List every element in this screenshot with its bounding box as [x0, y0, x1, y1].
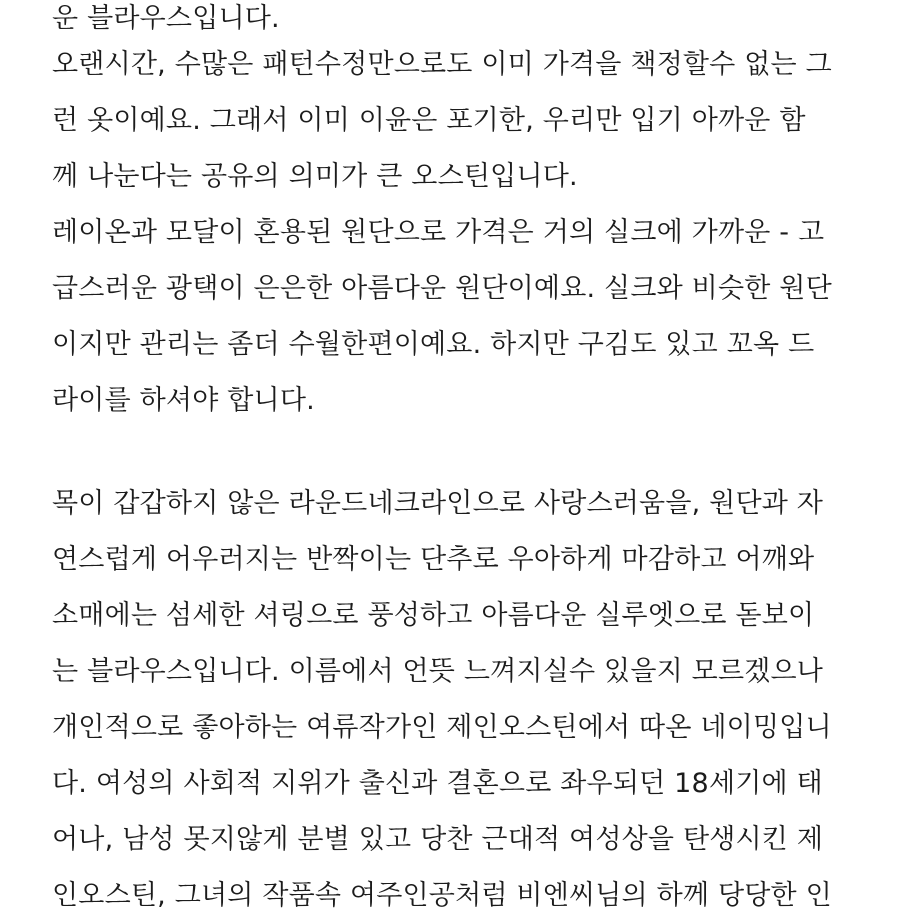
text-line: 목이 갑갑하지 않은 라운드네크라인으로 사랑스러움을, 원단과 자	[52, 488, 824, 519]
paragraph-material	[52, 0, 902, 434]
text-line: 인오스틴, 그녀의 작품속 여주인공처럼 비엔씨님의 하께 당당한 인	[52, 880, 832, 911]
text-line: 어나, 남성 못지않게 분별 있고 당찬 근대적 여성상을 탄생시킨 제	[52, 824, 824, 855]
text-line: 레이온과 모달이 혼용된 원단으로 가격은 거의 실크에 가까운 - 고	[52, 217, 825, 248]
text-line: 이지만 관리는 좀더 수월한편이예요. 하지만 구김도 있고 꼬옥 드	[52, 329, 815, 360]
paragraph-design	[52, 481, 902, 918]
text-line: 런 옷이예요. 그래서 이미 이윤은 포기한, 우리만 입기 아까운 함	[52, 105, 806, 136]
text-line: 오랜시간, 수많은 패턴수정만으로도 이미 가격을 책정할수 없는 그	[52, 49, 832, 80]
text-line: 연스럽게 어우러지는 반짝이는 단추로 우아하게 마감하고 어깨와	[52, 544, 815, 575]
text-line: 께 나눈다는 공유의 의미가 큰 오스틴입니다.	[52, 161, 578, 192]
text-line: 개인적으로 좋아하는 여류작가인 제인오스틴에서 따온 네이밍입니	[52, 712, 832, 743]
text-line: 라이를 하셔야 합니다.	[52, 385, 315, 416]
text-line: 다. 여성의 사회적 지위가 출신과 결혼으로 좌우되던 18세기에 태	[52, 768, 823, 799]
text-line: 는 블라우스입니다. 이름에서 언뜻 느껴지실수 있을지 모르겠으나	[52, 656, 824, 687]
text-line: 소매에는 섬세한 셔링으로 풍성하고 아름다운 실루엣으로 돋보이	[52, 600, 815, 631]
text-line: 운 블라우스입니다.	[52, 3, 280, 34]
paragraph-spacer	[52, 434, 902, 481]
product-description	[52, 0, 902, 918]
text-line: 급스러운 광택이 은은한 아름다운 원단이예요. 실크와 비슷한 원단	[52, 273, 832, 304]
